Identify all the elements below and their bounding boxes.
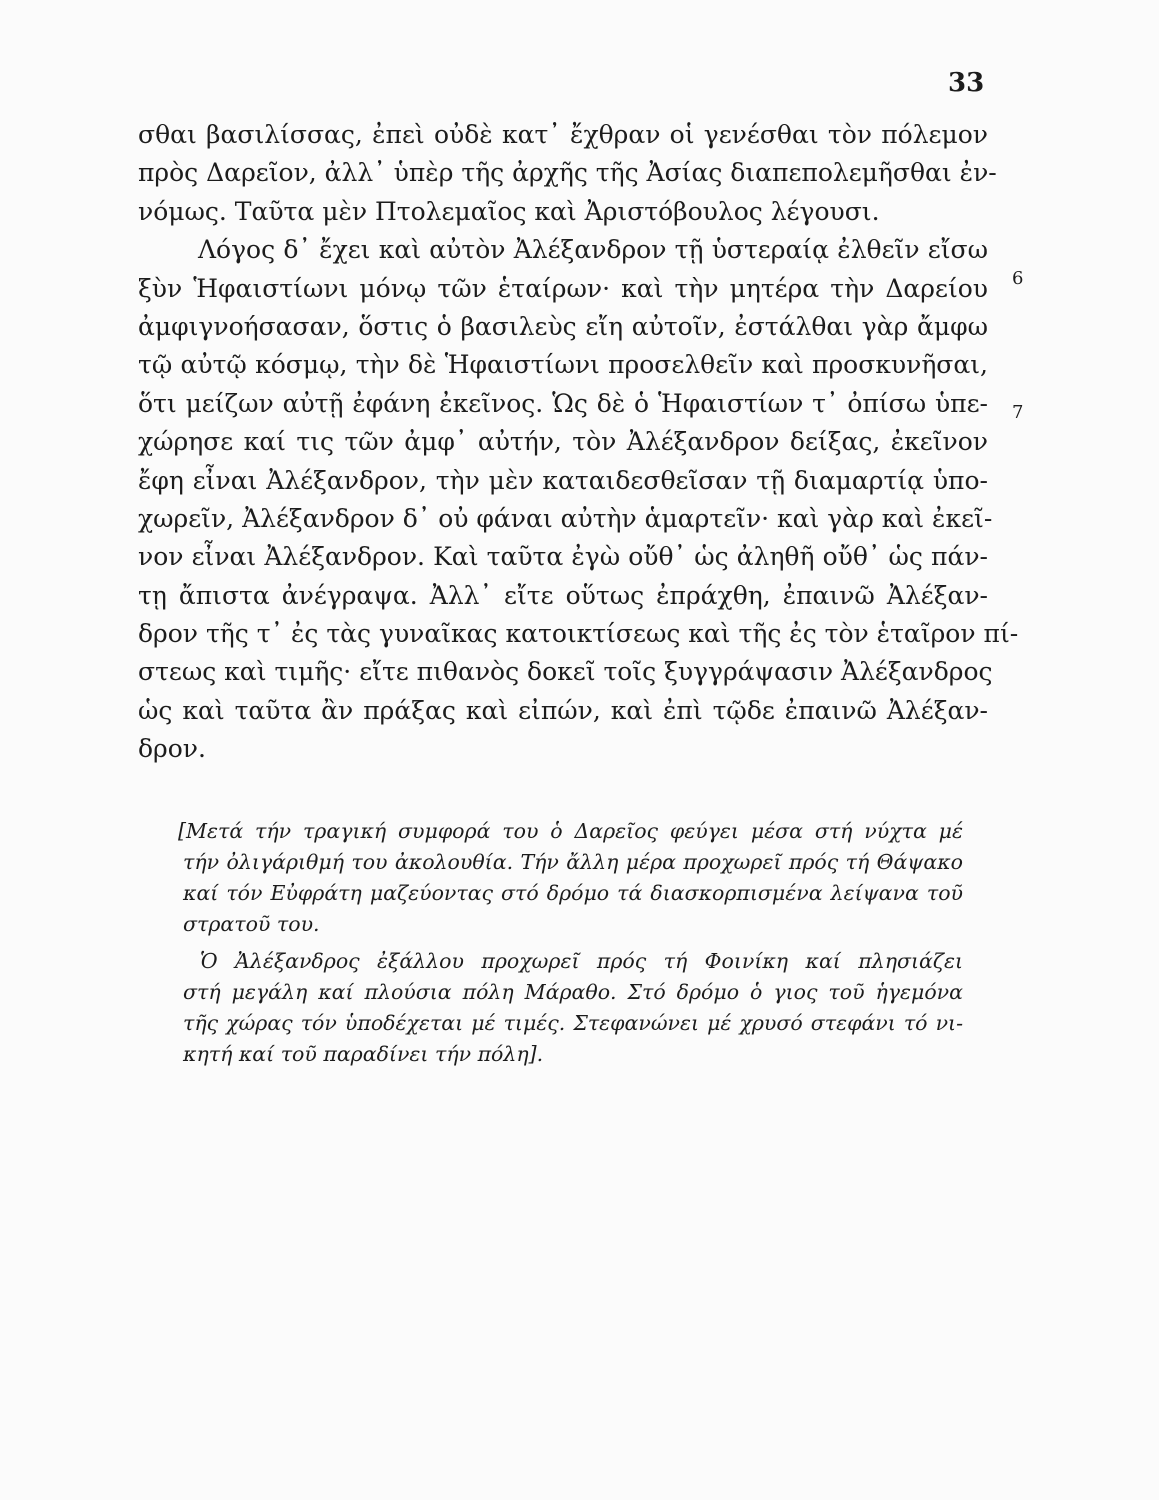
text-line: δρον τῆς τ᾽ ἐς τὰς γυναῖκας κατοικτίσεως καὶ τῆς ἐς τὸν ἑταῖρον πί- [138, 619, 1019, 649]
section-number: 7 [1012, 402, 1024, 423]
commentary-line: Ὁ Ἀλέξανδρος ἐξάλλου προχωρεῖ πρός τή Φοινίκη καί πλησιάζει [200, 949, 963, 973]
commentary-line: στρατοῦ του. [183, 912, 320, 936]
text-line: στεως καὶ τιμῆς· εἴτε πιθανὸς δοκεῖ τοῖς ξυγγράψασιν Ἀλέξανδρος [138, 657, 993, 687]
main-greek-text [138, 116, 1019, 769]
text-line: τῃ ἄπιστα ἀνέγραψα. Ἀλλ᾽ εἴτε οὕτως ἐπράχθη, ἐπαινῶ Ἀλέξαν- [138, 580, 988, 610]
commentary-line: στή μεγάλη καί πλούσια πόλη Μάραθο. Στό δρόμο ὁ γιος τοῦ ἡγεμόνα [183, 980, 963, 1004]
commentary-line: τῆς χώρας τόν ὑποδέχεται μέ τιμές. Στεφανώνει μέ χρυσό στεφάνι τό νι- [183, 1011, 963, 1035]
modern-greek-commentary [178, 816, 963, 1070]
text-line: χωρεῖν, Ἀλέξανδρον δ᾽ οὐ φάναι αὐτὴν ἁμαρτεῖν· καὶ γὰρ καὶ ἐκεῖ- [138, 503, 993, 533]
commentary-line: [Μετά τήν τραγική συμφορά του ὁ Δαρεῖος φεύγει μέσα στή νύχτα μέ [178, 819, 963, 843]
text-line: τῷ αὐτῷ κόσμῳ, τὴν δὲ Ἡφαιστίωνι προσελθεῖν καὶ προσκυνῆσαι, [138, 350, 988, 380]
text-line: νον εἶναι Ἀλέξανδρον. Καὶ ταῦτα ἐγὼ οὔθ᾽ ὡς ἀληθῆ οὔθ᾽ ὡς πάν- [138, 542, 988, 572]
commentary-line: κητή καί τοῦ παραδίνει τήν πόλη]. [183, 1042, 544, 1066]
text-line: χώρησε καί τις τῶν ἀμφ᾽ αὐτήν, τὸν Ἀλέξανδρον δείξας, ἐκεῖνον [138, 427, 988, 457]
text-line: ὅτι μείζων αὐτῇ ἐφάνη ἐκεῖνος. Ὡς δὲ ὁ Ἡφαιστίων τ᾽ ὀπίσω ὑπε- [138, 388, 988, 418]
text-line: ὡς καὶ ταῦτα ἂν πράξας καὶ εἰπών, καὶ ἐπὶ τῷδε ἐπαινῶ Ἀλέξαν- [138, 695, 988, 725]
text-line: δρον. [138, 734, 206, 764]
text-line: ἔφη εἶναι Ἀλέξανδρον, τὴν μὲν καταιδεσθεῖσαν τῇ διαμαρτίᾳ ὑπο- [138, 465, 988, 495]
text-line: ξὺν Ἡφαιστίωνι μόνῳ τῶν ἑταίρων· καὶ τὴν μητέρα τὴν Δαρείου [138, 273, 988, 303]
commentary-line: καί τόν Εὐφράτη μαζεύοντας στό δρόμο τά διασκορπισμένα λείψανα τοῦ [183, 881, 963, 905]
page-number: 33 [948, 68, 985, 98]
text-line: σθαι βασιλίσσας, ἐπεὶ οὐδὲ κατ᾽ ἔχθραν οἱ γενέσθαι τὸν πόλεμον [138, 120, 988, 149]
section-number: 6 [1012, 268, 1024, 289]
text-line: ἀμφιγνοήσασαν, ὅστις ὁ βασιλεὺς εἴη αὐτοῖν, ἐστάλθαι γὰρ ἄμφω [138, 311, 988, 341]
text-line: νόμως. Ταῦτα μὲν Πτολεμαῖος καὶ Ἀριστόβουλος λέγουσι. [138, 196, 880, 226]
commentary-line: τήν ὀλιγάριθμή του ἀκολουθία. Τήν ἄλλη μέρα προχωρεῖ πρός τή Θάψακο [183, 850, 963, 874]
text-line: Λόγος δ᾽ ἔχει καὶ αὐτὸν Ἀλέξανδρον τῇ ὑστεραίᾳ ἐλθεῖν εἴσω [198, 235, 988, 265]
text-line: πρὸς Δαρεῖον, ἀλλ᾽ ὑπὲρ τῆς ἀρχῆς τῆς Ἀσίας διαπεπολεμῆσθαι ἐν- [138, 158, 997, 188]
bleed-through-text [150, 1078, 980, 1116]
